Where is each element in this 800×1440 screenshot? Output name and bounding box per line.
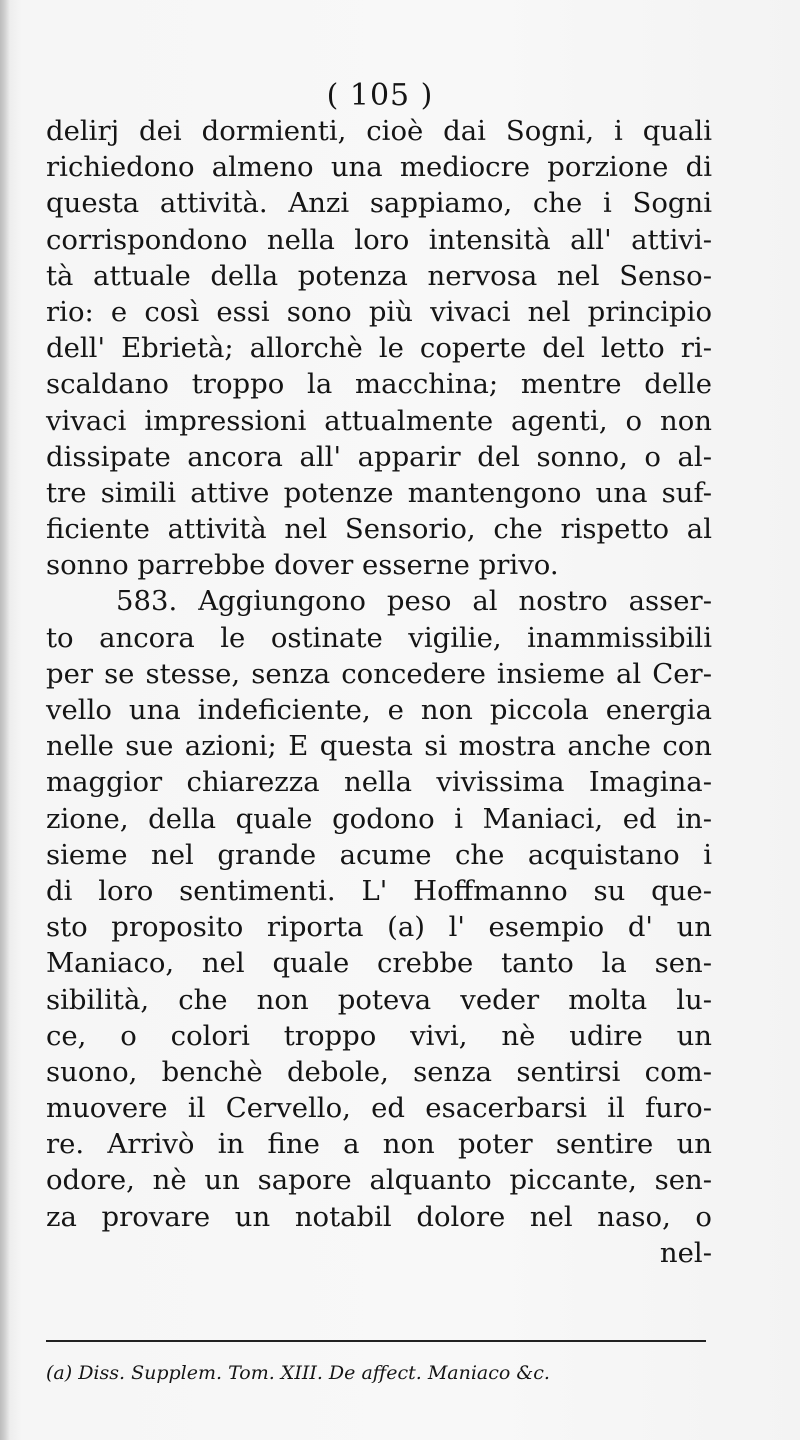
paragraph-start-line: 583. Aggiungono peso al nostro asser- <box>116 585 712 618</box>
text-line: rio: e così essi sono più vivaci nel principio <box>46 295 712 328</box>
text-line: sieme nel grande acume che acquistano i <box>46 838 712 871</box>
text-line: nelle sue azioni; E questa si mostra anche con <box>46 730 712 763</box>
text-line: re. Arrivò in fine a non poter sentire un <box>46 1128 712 1161</box>
text-line: delirj dei dormienti, cioè dai Sogni, i quali <box>46 115 712 147</box>
text-line: richiedono almeno una mediocre porzione di <box>46 151 712 184</box>
body-text <box>46 113 712 1271</box>
footnote-rule <box>46 1340 706 1342</box>
footnote: (a) Diss. Supplem. Tom. XIII. De affect. Maniaco &c. <box>46 1362 550 1384</box>
text-line: muovere il Cervello, ed esacerbarsi il furo- <box>46 1092 712 1125</box>
text-line: maggior chiarezza nella vivissima Imagina- <box>46 766 712 799</box>
text-line: dissipate ancora all' apparir del sonno, o al- <box>46 440 712 473</box>
text-line: sto proposito riporta (a) l' esempio d' un <box>46 911 712 944</box>
text-line: scaldano troppo la macchina; mentre delle <box>46 368 712 401</box>
text-line: tre simili attive potenze mantengono una suf- <box>46 476 712 509</box>
text-line: zione, della quale godono i Maniaci, ed in- <box>46 802 712 835</box>
text-line: Maniaco, nel quale crebbe tanto la sen- <box>46 947 712 980</box>
text-line: ce, o colori troppo vivi, nè udire un <box>46 1019 712 1052</box>
text-line: di loro sentimenti. L' Hoffmanno su que- <box>46 874 712 907</box>
text-line: to ancora le ostinate vigilie, inammissibili <box>46 621 712 654</box>
text-line: dell' Ebrietà; allorchè le coperte del letto ri- <box>46 332 712 365</box>
catchword: nel- <box>659 1236 712 1269</box>
text-line: sibilità, che non poteva veder molta lu- <box>46 983 712 1016</box>
text-line: vivaci impressioni attualmente agenti, o non <box>46 404 712 437</box>
text-line: odore, nè un sapore alquanto piccante, sen- <box>46 1164 712 1197</box>
text-line: questa attività. Anzi sappiamo, che i Sogni <box>46 187 712 220</box>
text-line: vello una indeficiente, e non piccola energia <box>46 694 712 726</box>
text-line: tà attuale della potenza nervosa nel Senso- <box>46 259 712 292</box>
text-line: za provare un notabil dolore nel naso, o <box>46 1200 712 1233</box>
text-line: ficiente attività nel Sensorio, che rispetto al <box>46 513 712 546</box>
text-line: corrispondono nella loro intensità all' attivi- <box>46 223 712 256</box>
paragraph-end-line: sonno parrebbe dover esserne privo. <box>46 549 559 582</box>
page-number: ( 105 ) <box>326 78 434 113</box>
text-line: suono, benchè debole, senza sentirsi com- <box>46 1055 712 1088</box>
text-line: per se stesse, senza concedere insieme al Cer- <box>46 657 712 690</box>
